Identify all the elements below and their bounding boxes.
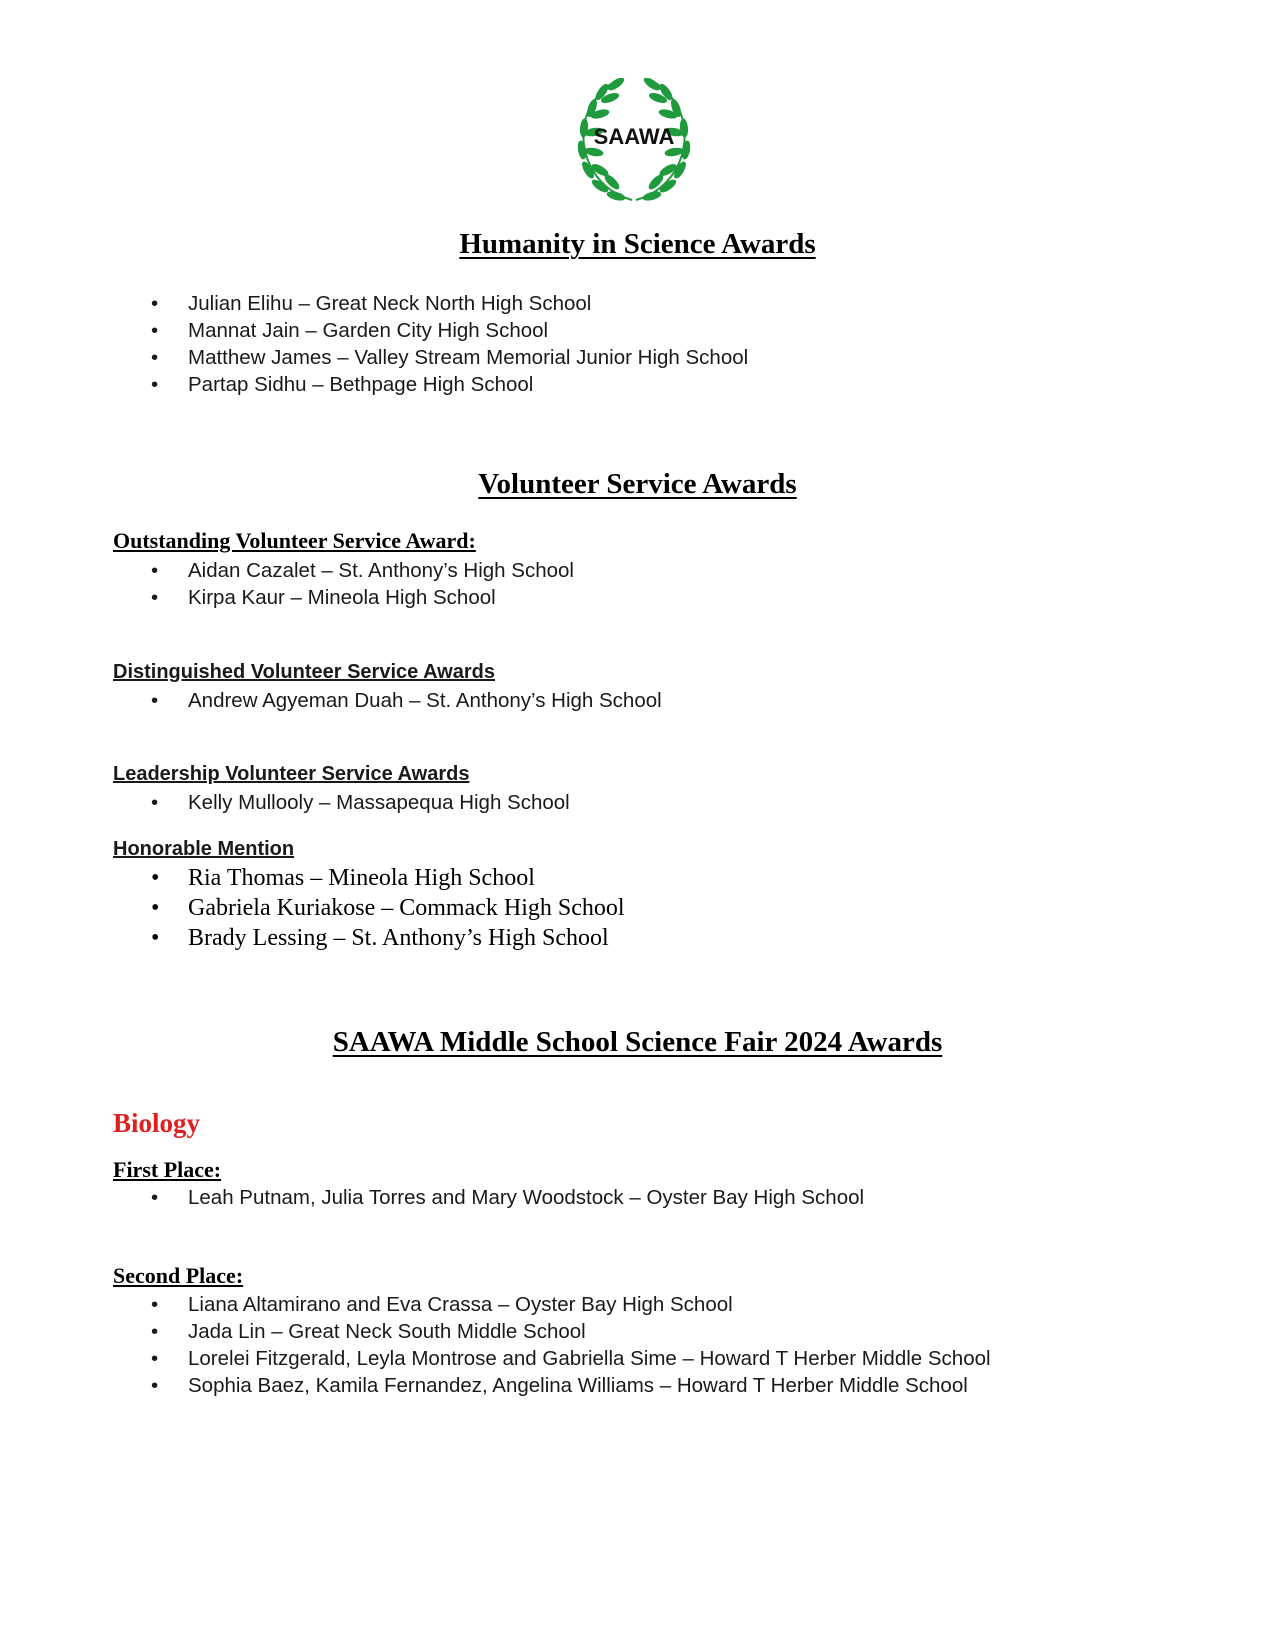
bullet-icon: •	[151, 319, 159, 342]
honorable-mention-heading: Honorable Mention	[113, 838, 295, 860]
bullet-icon: •	[151, 1293, 159, 1316]
bullet-icon: •	[151, 346, 159, 369]
list-item: • Sophia Baez, Kamila Fernandez, Angelina Williams – Howard T Herber Middle School	[151, 1374, 968, 1397]
bullet-icon: •	[151, 559, 159, 582]
list-item: • Brady Lessing – St. Anthony’s High School	[151, 925, 609, 951]
saawa-logo	[572, 78, 696, 208]
outstanding-award-heading: Outstanding Volunteer Service Award:	[113, 528, 476, 553]
honorable-mention-list	[0, 863, 625, 953]
list-item: • Julian Elihu – Great Neck North High School	[151, 292, 592, 315]
bullet-icon: •	[151, 586, 159, 609]
list-item: • Matthew James – Valley Stream Memorial Junior High School	[151, 346, 749, 369]
bullet-icon: •	[151, 373, 159, 396]
outstanding-award-list	[0, 557, 574, 611]
first-place-heading: First Place:	[113, 1157, 222, 1182]
list-item: • Lorelei Fitzgerald, Leyla Montrose and Gabriella Sime – Howard T Herber Middle School	[151, 1347, 991, 1370]
bullet-icon: •	[151, 1347, 159, 1370]
leadership-award-list	[0, 789, 570, 816]
list-item: • Aidan Cazalet – St. Anthony’s High School	[151, 559, 574, 582]
bullet-icon: •	[151, 1186, 159, 1209]
logo-text: SAAWA	[593, 124, 675, 149]
list-item: • Mannat Jain – Garden City High School	[151, 319, 549, 342]
bullet-icon: •	[151, 1320, 159, 1343]
volunteer-awards-title: Volunteer Service Awards	[478, 468, 797, 500]
second-place-list	[0, 1291, 991, 1399]
list-item: • Kirpa Kaur – Mineola High School	[151, 586, 496, 609]
humanity-awards-title: Humanity in Science Awards	[459, 228, 816, 260]
list-item: • Liana Altamirano and Eva Crassa – Oyster Bay High School	[151, 1293, 733, 1316]
bullet-icon: •	[151, 1374, 159, 1397]
humanity-awards-list	[0, 290, 748, 398]
list-item: • Gabriela Kuriakose – Commack High School	[151, 895, 625, 921]
second-place-heading: Second Place:	[113, 1263, 244, 1288]
list-item: • Partap Sidhu – Bethpage High School	[151, 373, 534, 396]
bullet-icon: •	[151, 292, 159, 315]
bullet-icon: •	[151, 791, 159, 814]
laurel-wreath-icon	[572, 78, 696, 208]
bullet-icon: •	[151, 925, 160, 951]
leadership-award-heading: Leadership Volunteer Service Awards	[113, 763, 470, 785]
bullet-icon: •	[151, 689, 159, 712]
bullet-icon: •	[151, 895, 160, 921]
first-place-list	[0, 1184, 864, 1211]
science-fair-title: SAAWA Middle School Science Fair 2024 Awards	[332, 1026, 943, 1058]
list-item: • Jada Lin – Great Neck South Middle School	[151, 1320, 586, 1343]
list-item: • Kelly Mullooly – Massapequa High School	[151, 791, 570, 814]
distinguished-award-heading: Distinguished Volunteer Service Awards	[113, 661, 495, 683]
list-item: • Andrew Agyeman Duah – St. Anthony’s High School	[151, 689, 662, 712]
distinguished-award-list	[0, 687, 662, 714]
bullet-icon: •	[151, 865, 160, 891]
list-item: • Ria Thomas – Mineola High School	[151, 865, 535, 891]
category-heading-biology: Biology	[113, 1108, 201, 1138]
list-item: • Leah Putnam, Julia Torres and Mary Woodstock – Oyster Bay High School	[151, 1186, 865, 1209]
